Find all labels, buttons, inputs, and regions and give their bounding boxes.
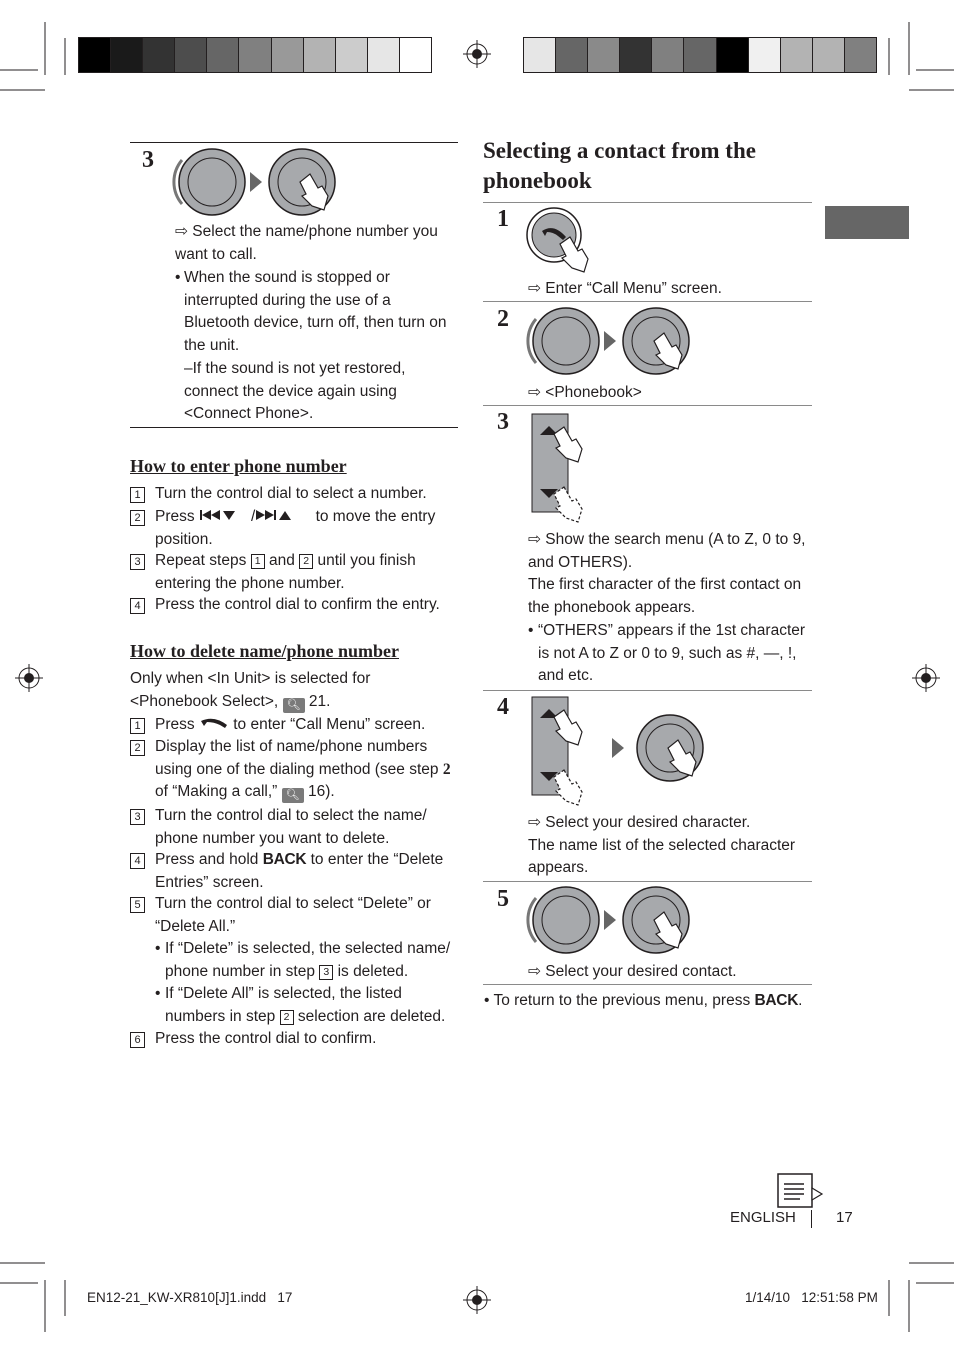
result-arrow-icon: ⇨	[528, 814, 546, 831]
grayscale-bar-left	[78, 37, 432, 73]
result-arrow-icon: ⇨	[528, 531, 546, 548]
dial-turn-then-press-illustration	[526, 884, 706, 956]
color-swatch	[272, 38, 303, 72]
result-arrow-icon: ⇨	[528, 384, 546, 401]
result-arrow-icon: ⇨	[175, 223, 193, 240]
step-number: 2	[497, 306, 509, 332]
color-swatch	[207, 38, 238, 72]
footer-language: ENGLISH	[730, 1209, 796, 1226]
result-arrow-icon: ⇨	[528, 963, 546, 980]
step-number: 3	[142, 147, 154, 173]
color-swatch	[336, 38, 367, 72]
step-note: The name list of the selected character appears.	[528, 836, 796, 877]
grayscale-bar-right	[523, 37, 877, 73]
step-result-text: Select the name/phone number you want to call.	[175, 223, 438, 263]
step-result-text: Show the search menu (A to Z, 0 to 9, and OTHERS).	[528, 531, 806, 571]
magnifier-icon: 🔍︎	[283, 698, 305, 713]
item-number: 1	[130, 487, 145, 503]
color-swatch	[684, 38, 715, 72]
color-swatch	[524, 38, 555, 72]
section-heading: How to delete name/phone number	[130, 641, 399, 661]
color-swatch	[781, 38, 812, 72]
color-swatch	[652, 38, 683, 72]
return-note: • To return to the previous menu, press BACK.	[484, 992, 803, 1009]
page-title: Selecting a contact from the phonebook	[483, 138, 756, 193]
step-result-text: Select your desired character.	[545, 814, 751, 831]
step-bullet: “OTHERS” appears if the 1st character is not A to Z or 0 to 9, such as #, —, !, and etc.	[538, 621, 806, 685]
item-number: 2	[130, 740, 145, 756]
item-number: 4	[130, 598, 145, 614]
step-result-text: <Phonebook>	[545, 384, 642, 401]
color-swatch	[111, 38, 142, 72]
color-swatch	[588, 38, 619, 72]
section-tab	[825, 206, 909, 239]
registration-target-icon	[463, 40, 491, 68]
step-number: 3	[497, 409, 509, 435]
item-number: 6	[130, 1032, 145, 1048]
step-number: 4	[497, 694, 509, 720]
item-number: 3	[130, 809, 145, 825]
color-swatch	[813, 38, 844, 72]
registration-target-icon	[15, 664, 43, 692]
color-swatch	[368, 38, 399, 72]
result-arrow-icon: ⇨	[528, 280, 546, 297]
registration-target-icon	[912, 664, 940, 692]
color-swatch	[845, 38, 876, 72]
page-number: 17	[836, 1209, 853, 1226]
color-swatch	[400, 38, 431, 72]
up-down-buttons-illustration	[530, 413, 610, 523]
item-number: 1	[130, 718, 145, 734]
notepad-icon	[776, 1172, 824, 1210]
section-heading: How to enter phone number	[130, 456, 347, 476]
next-up-icon	[255, 508, 311, 522]
phone-icon	[199, 717, 229, 729]
color-swatch	[143, 38, 174, 72]
bullet-icon: •	[175, 269, 181, 286]
step-number: 1	[497, 206, 509, 232]
magnifier-icon: 🔍︎	[282, 788, 304, 803]
note-bullet: When the sound is stopped or interrupted during the use of a Bluetooth device, turn off, then turn on the unit.	[184, 269, 447, 355]
step-number: 5	[497, 886, 509, 912]
color-swatch	[175, 38, 206, 72]
item-number: 2	[130, 510, 145, 526]
step-result-text: Select your desired contact.	[545, 963, 737, 980]
registration-target-icon	[463, 1286, 491, 1314]
footer-divider	[811, 1210, 812, 1228]
print-file-name: EN12-21_KW-XR810[J]1.indd 17	[87, 1290, 293, 1305]
dial-turn-then-press-illustration	[526, 305, 706, 377]
step-result-text: Enter “Call Menu” screen.	[545, 280, 722, 297]
color-swatch	[556, 38, 587, 72]
item-number: 3	[130, 554, 145, 570]
color-swatch	[749, 38, 780, 72]
print-timestamp: 1/14/10 12:51:58 PM	[745, 1290, 878, 1305]
dial-turn-then-press-illustration	[172, 146, 352, 218]
back-key-label: BACK	[262, 851, 307, 868]
color-swatch	[620, 38, 651, 72]
color-swatch	[304, 38, 335, 72]
color-swatch	[717, 38, 748, 72]
color-swatch	[239, 38, 270, 72]
phone-button-press-illustration	[526, 207, 621, 273]
item-number: 4	[130, 853, 145, 869]
note-sub-bullet: –If the sound is not yet restored, connect the device again using <Connect Phone>.	[184, 359, 406, 423]
select-then-press-illustration	[530, 696, 720, 806]
intro-text: Only when <In Unit> is selected for <Phonebook Select>, 🔍︎ 21.	[130, 670, 371, 711]
color-swatch	[79, 38, 110, 72]
step-note: The first character of the first contact on the phonebook appears.	[528, 576, 802, 617]
prev-down-icon	[199, 508, 251, 522]
item-number: 5	[130, 897, 145, 913]
back-key-label: BACK	[754, 992, 799, 1009]
